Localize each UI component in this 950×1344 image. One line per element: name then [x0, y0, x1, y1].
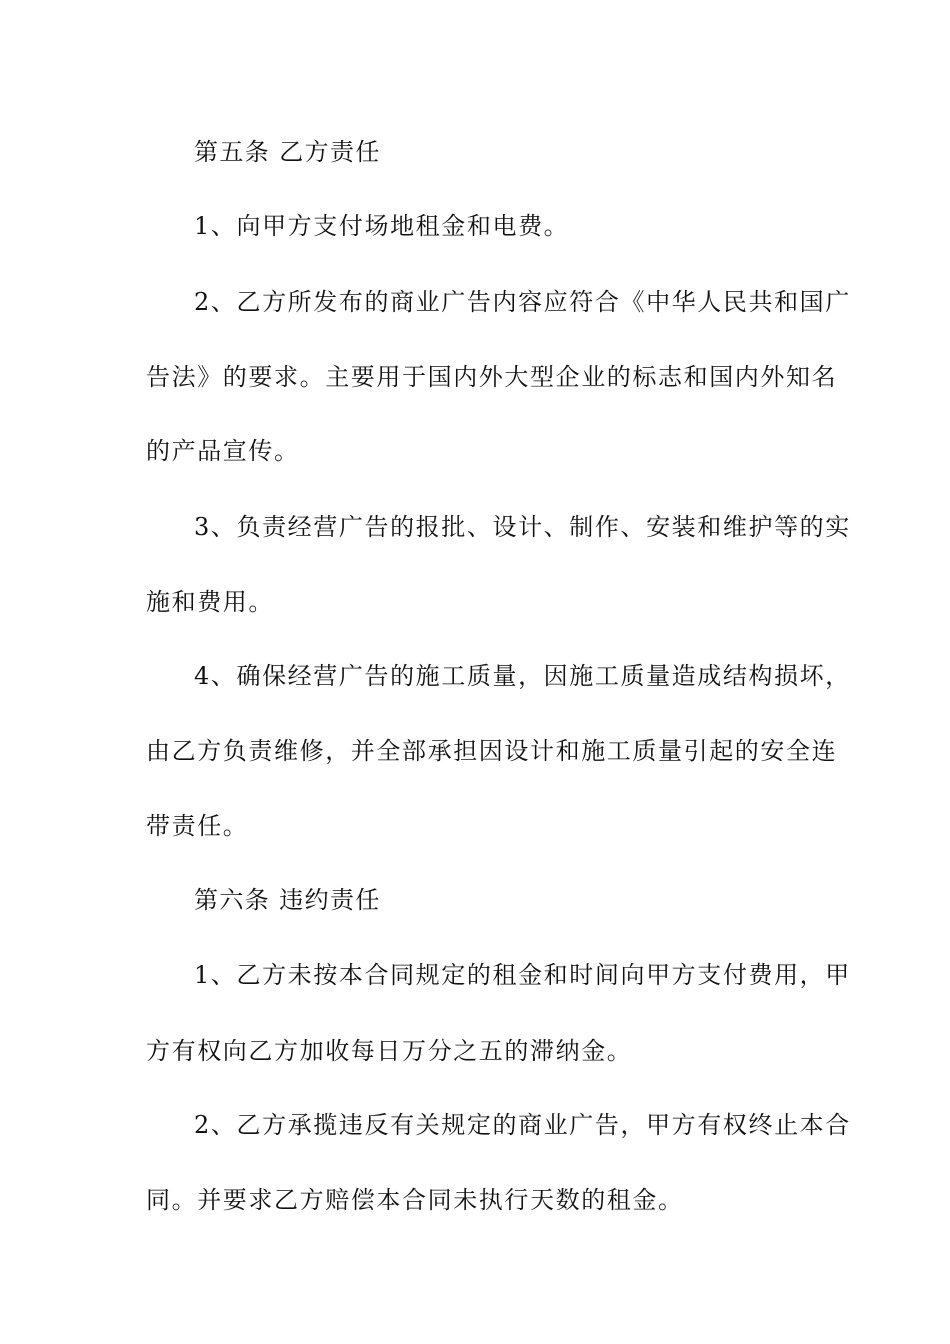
paragraph-line: 3、负责经营广告的报批、设计、制作、安装和维护等的实 — [194, 513, 851, 541]
paragraph-line: 方有权向乙方加收每日万分之五的滞纳金。 — [146, 1037, 633, 1065]
paragraph-line: 4、确保经营广告的施工质量，因施工质量造成结构损坏， — [194, 662, 851, 690]
paragraph-line: 1、乙方未按本合同规定的租金和时间向甲方支付费用，甲 — [194, 961, 851, 989]
paragraph-line: 2、乙方所发布的商业广告内容应符合《中华人民共和国广 — [194, 288, 851, 316]
paragraph-line: 同。并要求乙方赔偿本合同未执行天数的租金。 — [146, 1186, 684, 1214]
paragraph-line: 2、乙方承揽违反有关规定的商业广告，甲方有权终止本合 — [194, 1111, 851, 1139]
section-heading-article-5: 第五条 乙方责任 — [194, 138, 381, 166]
paragraph-line: 由乙方负责维修，并全部承担因设计和施工质量引起的安全连 — [146, 737, 838, 765]
paragraph-line: 1、向甲方支付场地租金和电费。 — [194, 212, 570, 240]
paragraph-line: 告法》的要求。主要用于国内外大型企业的标志和国内外知名 — [146, 363, 838, 391]
paragraph-line: 带责任。 — [146, 812, 249, 840]
paragraph-line: 施和费用。 — [146, 588, 274, 616]
section-heading-article-6: 第六条 违约责任 — [194, 886, 381, 914]
paragraph-line: 的产品宣传。 — [146, 437, 300, 465]
